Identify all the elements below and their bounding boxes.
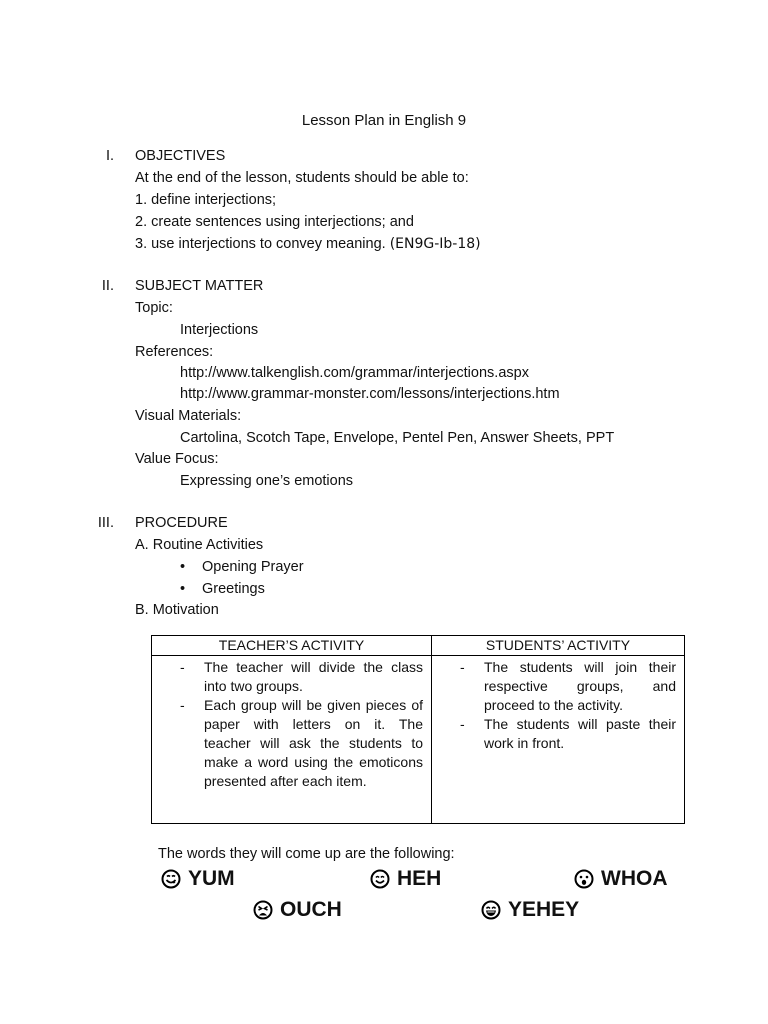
students-activity-item: - The students will paste their work in front. (460, 716, 676, 751)
students-activity-item: - The students will join their respective groups, and proceed to the activity. (460, 659, 676, 713)
pained-emoji-icon (253, 900, 273, 920)
word-ouch: OUCH (253, 897, 342, 923)
surprised-emoji-icon (574, 869, 594, 889)
list-item: • Greetings (180, 578, 265, 600)
word-yum: YUM (161, 866, 235, 892)
bullet-icon: • (180, 559, 186, 575)
word-heh: HEH (370, 866, 441, 892)
grin-emoji-icon (481, 900, 501, 920)
word-whoa: WHOA (574, 866, 668, 892)
page-title: Lesson Plan in English 9 (301, 112, 467, 129)
teacher-activity-cell (152, 656, 432, 824)
objective-item: 3. use interjections to convey meaning. (135, 236, 386, 252)
value-focus-label: Value Focus: (135, 451, 219, 467)
section-numeral-objectives: I. (105, 148, 114, 164)
section-heading-subject-matter: SUBJECT MATTER (135, 278, 264, 294)
list-item: • Opening Prayer (180, 556, 304, 578)
section-heading-objectives: OBJECTIVES (135, 148, 226, 164)
objective-item: 2. create sentences using interjections; and (135, 214, 414, 230)
activity-table (151, 635, 685, 824)
section-heading-procedure: PROCEDURE (135, 515, 228, 531)
objective-item-with-code (135, 233, 481, 255)
section-numeral-procedure: III. (97, 515, 114, 531)
objectives-intro: At the end of the lesson, students should be able to: (135, 170, 469, 186)
yum-emoji-icon (161, 869, 181, 889)
column-header-students: STUDENTS’ ACTIVITY (432, 636, 685, 656)
section-numeral-subject-matter: II. (101, 278, 114, 294)
teacher-activity-item: - Each group will be given pieces of paper with letters on it. The teacher will ask the students to make a word using the emoticons presented after each item. (180, 697, 423, 789)
topic-label: Topic: (135, 300, 173, 316)
routine-activities-label: A. Routine Activities (135, 537, 264, 553)
students-activity-cell (432, 656, 685, 824)
smile-emoji-icon (370, 869, 390, 889)
teacher-activity-item: - The teacher will divide the class into two groups. (180, 659, 423, 694)
visual-materials-label: Visual Materials: (135, 408, 242, 424)
objective-item: 1. define interjections; (135, 192, 277, 208)
motivation-label: B. Motivation (135, 602, 219, 618)
column-header-teacher: TEACHER’S ACTIVITY (152, 636, 432, 656)
competency-code: (EN9G-Ib-18) (389, 236, 481, 252)
reference-link[interactable]: http://www.talkenglish.com/grammar/interjections.aspx (180, 365, 529, 381)
visual-materials-value: Cartolina, Scotch Tape, Envelope, Pentel Pen, Answer Sheets, PPT (180, 430, 615, 446)
table-header-row (152, 636, 685, 656)
bullet-icon: • (180, 581, 186, 597)
value-focus-value: Expressing one’s emotions (180, 473, 354, 489)
topic-value: Interjections (180, 322, 259, 338)
references-label: References: (135, 344, 214, 360)
reference-link[interactable]: http://www.grammar-monster.com/lessons/interjections.htm (180, 386, 560, 402)
word-yehey: YEHEY (481, 897, 579, 923)
words-intro: The words they will come up are the following: (158, 846, 455, 862)
table-row (152, 656, 685, 824)
